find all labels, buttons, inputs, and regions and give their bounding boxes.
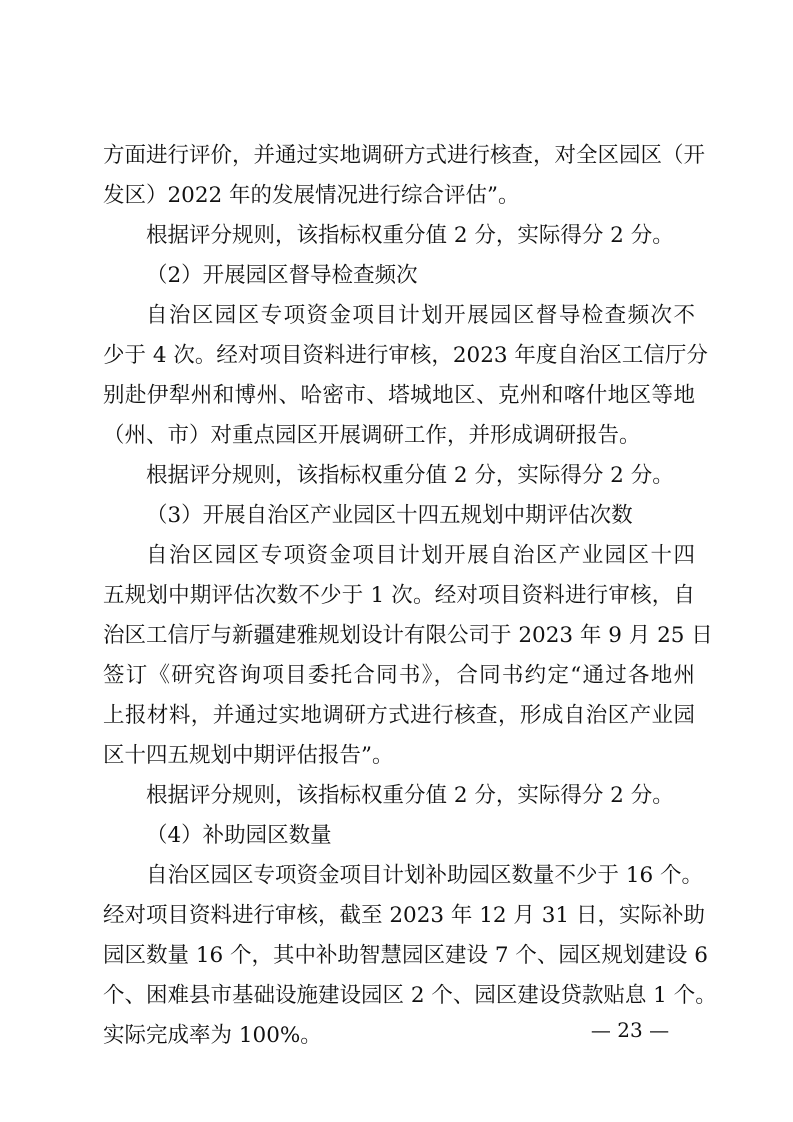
body-text-line: 发区）2022 年的发展情况进行综合评估”。 [103,183,520,208]
body-text-line: 自治区园区专项资金项目计划开展园区督导检查频次不 [146,303,695,328]
body-text-line: 经对项目资料进行审核，截至 2023 年 12 月 31 日，实际补助 [103,903,705,928]
score-statement: 根据评分规则，该指标权重分值 2 分，实际得分 2 分。 [146,223,674,248]
body-text-line: 区十四五规划中期评估报告”。 [103,743,394,768]
body-text-line: 园区数量 16 个，其中补助智慧园区建设 7 个、园区规划建设 6 [103,943,708,968]
body-text-line: 自治区园区专项资金项目计划补助园区数量不少于 16 个。 [146,863,704,888]
section-heading: （3）开展自治区产业园区十四五规划中期评估次数 [146,503,633,528]
body-text-line: 实际完成率为 100%。 [103,1023,322,1048]
section-heading: （4）补助园区数量 [146,823,332,848]
body-text-line: 上报材料，并通过实地调研方式进行核查，形成自治区产业园 [103,703,695,728]
body-text-line: 少于 4 次。经对项目资料进行审核，2023 年度自治区工信厅分 [103,343,708,368]
page-number: — 23 — [590,1018,670,1042]
body-text-line: （州、市）对重点园区开展调研工作，并形成调研报告。 [103,423,641,448]
body-text-line: 签订《研究咨询项目委托合同书》，合同书约定“通过各地州 [103,663,695,688]
body-text-line: 治区工信厅与新疆建雅规划设计有限公司于 2023 年 9 月 25 日 [103,623,713,648]
body-text-line: 五规划中期评估次数不少于 1 次。经对项目资料进行审核，自 [103,583,695,608]
body-text-line: 方面进行评价，并通过实地调研方式进行核查，对全区园区（开 [103,143,706,168]
body-text-line: 个、困难县市基础设施建设园区 2 个、园区建设贷款贴息 1 个。 [103,983,717,1008]
section-heading: （2）开展园区督导检查频次 [146,263,418,288]
score-statement: 根据评分规则，该指标权重分值 2 分，实际得分 2 分。 [146,463,674,488]
body-text-line: 别赴伊犁州和博州、哈密市、塔城地区、克州和喀什地区等地 [103,383,695,408]
score-statement: 根据评分规则，该指标权重分值 2 分，实际得分 2 分。 [146,783,674,808]
body-text-line: 自治区园区专项资金项目计划开展自治区产业园区十四 [146,543,695,568]
